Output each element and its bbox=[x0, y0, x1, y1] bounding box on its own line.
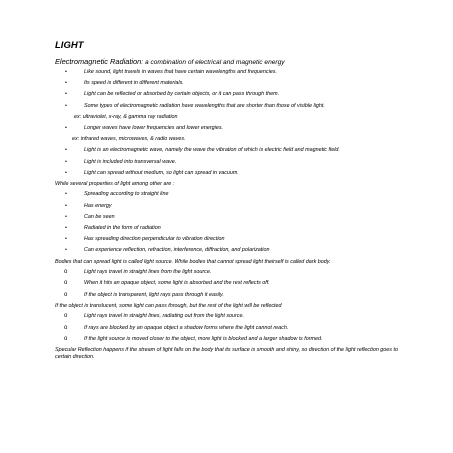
list-item: • Like sound, light travels in waves that have certain wavelengths and frequencies. bbox=[65, 69, 277, 75]
circle-bullet-icon: o bbox=[64, 324, 68, 331]
bullet-icon: • bbox=[65, 80, 67, 87]
intro-term: Electromagnetic Radiation bbox=[55, 57, 142, 66]
bullet-icon: • bbox=[65, 236, 67, 243]
bullet-icon: • bbox=[65, 213, 67, 220]
circle-bullet-icon: o bbox=[64, 280, 68, 287]
circle-bullet-icon: o bbox=[64, 291, 68, 298]
list-item: o When it hits an opaque object, some light is absorbed and the rest reflects off. bbox=[64, 280, 270, 287]
bullet-icon: • bbox=[65, 169, 67, 176]
list-item: • Light is included into transversal wave. bbox=[65, 158, 177, 165]
list-item: • Has energy bbox=[65, 202, 112, 209]
bodies-list bbox=[55, 269, 403, 298]
bullet-icon: • bbox=[65, 191, 67, 198]
list-item: o Light rays travel in straight lines, radiating out from the light source. bbox=[64, 313, 245, 320]
bullet-icon: • bbox=[65, 202, 67, 209]
list-item: • Its speed is different in different materials. bbox=[65, 80, 184, 87]
list-item: • Longer waves have lower frequencies and lower energies. bbox=[65, 124, 224, 131]
list-item: o If the light source is moved closer to the object, more light is blocked and a larger shadow is formed. bbox=[64, 335, 323, 342]
section1-list bbox=[55, 69, 403, 110]
list-item: • Radiated in the form of radiation bbox=[65, 225, 161, 232]
specular-paragraph: Specular Reflection happens if the stream of light falls on the body that its surface is smooth and shiny, so direction of the light reflection goes to certain direction. bbox=[55, 346, 398, 360]
list-item: • Light is an electromagnetic wave, namely the wave the vibration of which is electric field and magnetic field. bbox=[65, 147, 340, 154]
translucent-list bbox=[55, 313, 403, 342]
circle-bullet-icon: o bbox=[64, 269, 68, 276]
properties-heading: While several properties of light among other are : bbox=[55, 180, 175, 187]
bullet-icon: • bbox=[65, 225, 67, 232]
list-item: • Spreading according to straight line bbox=[65, 191, 169, 198]
bullet-icon: • bbox=[65, 147, 67, 154]
list-item: • Light can spread without medium, so light can spread in vacuum. bbox=[65, 169, 239, 176]
bullet-icon: • bbox=[65, 124, 67, 131]
bullet-icon: • bbox=[65, 102, 67, 109]
list-item: • Can be seen bbox=[65, 213, 115, 220]
bullet-icon: • bbox=[65, 69, 67, 75]
list-item: • Some types of electromagnetic radiation have wavelengths that are shorter than those of visible light. bbox=[65, 102, 325, 109]
intro-definition: : a combination of electrical and magnetic energy bbox=[141, 59, 285, 66]
circle-bullet-icon: o bbox=[64, 313, 68, 320]
list-item: • Can experience reflection, refraction, interference, diffraction, and polarization bbox=[65, 247, 270, 254]
circle-bullet-icon: o bbox=[64, 335, 68, 342]
bullet-icon: • bbox=[65, 91, 67, 98]
translucent-paragraph: If the object is translucent, some light can pass through, but the rest of the light will be reflected bbox=[55, 302, 282, 309]
example-line: ex: ultraviolet, x-ray, & gamma ray radiation bbox=[74, 113, 178, 120]
bullet-icon: • bbox=[65, 158, 67, 165]
list-item: o If the object is transparent, light rays pass through it easily. bbox=[64, 291, 224, 298]
list-item: • Light can be reflected or absorbed by certain objects, or it can pass through them. bbox=[65, 91, 280, 98]
section1-list-2 bbox=[55, 125, 403, 132]
section1-list-3 bbox=[55, 147, 403, 176]
example-line: ex: infrared waves, microwaves, & radio waves. bbox=[72, 136, 186, 143]
list-item: o Light rays travel in straight lines from the light source. bbox=[64, 269, 212, 276]
bodies-paragraph: Bodies that can spread light is called light source. While bodies that cannot spread light theirself is called dark body. bbox=[55, 258, 331, 265]
intro-line bbox=[55, 57, 403, 67]
bullet-icon: • bbox=[65, 247, 67, 254]
list-item: o If rays are blocked by an opaque object a shadow forms where the light cannot reach. bbox=[64, 324, 289, 331]
properties-list bbox=[55, 191, 403, 254]
page-title: LIGHT bbox=[55, 40, 84, 51]
list-item: • Has spreading direction perpendicular to vibration direction bbox=[65, 236, 225, 243]
